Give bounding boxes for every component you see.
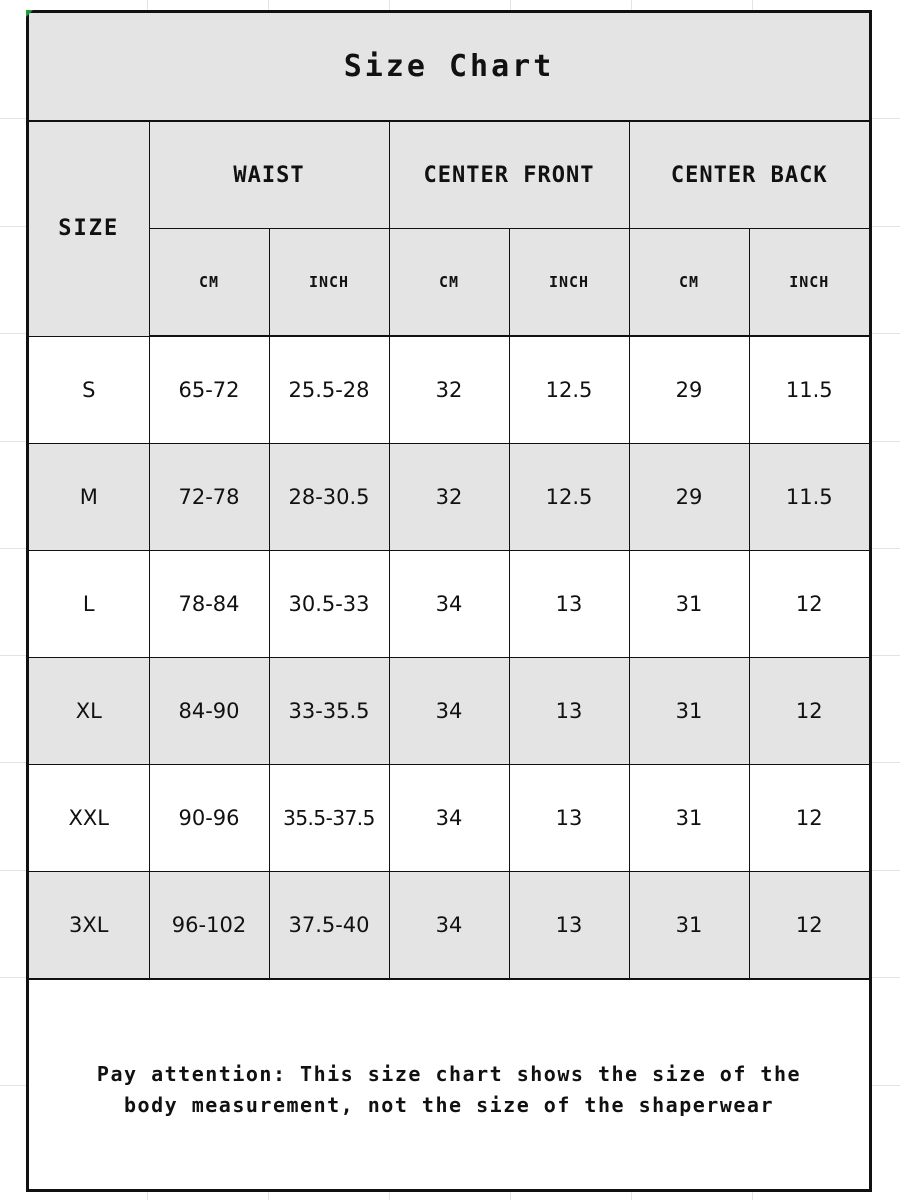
table-cell: 72-78 (149, 444, 269, 551)
table-cell: 37.5-40 (269, 872, 389, 980)
unit-header-front-inch: INCH (509, 229, 629, 337)
size-chart (26, 10, 872, 1192)
table-cell: 13 (509, 551, 629, 658)
size-cell: XXL (29, 765, 149, 872)
table-cell: 35.5-37.5 (269, 765, 389, 872)
table-cell: 34 (389, 551, 509, 658)
size-cell: XL (29, 658, 149, 765)
table-cell: 13 (509, 872, 629, 980)
size-cell: L (29, 551, 149, 658)
unit-header-back-cm: CM (629, 229, 749, 337)
unit-header-back-inch: INCH (749, 229, 869, 337)
table-cell: 32 (389, 444, 509, 551)
group-header-center-back: CENTER BACK (629, 122, 869, 229)
table-cell: 33-35.5 (269, 658, 389, 765)
size-column-header: SIZE (29, 122, 149, 336)
table-cell: 65-72 (149, 336, 269, 444)
table-cell: 29 (629, 444, 749, 551)
table-cell: 84-90 (149, 658, 269, 765)
size-table (29, 122, 869, 980)
size-cell: S (29, 336, 149, 444)
table-cell: 30.5-33 (269, 551, 389, 658)
unit-header-waist-cm: CM (149, 229, 269, 337)
table-cell: 25.5-28 (269, 336, 389, 444)
group-header-center-front: CENTER FRONT (389, 122, 629, 229)
table-cell: 31 (629, 765, 749, 872)
table-cell: 11.5 (749, 444, 869, 551)
size-cell: 3XL (29, 872, 149, 980)
table-cell: 12 (749, 551, 869, 658)
table-cell: 78-84 (149, 551, 269, 658)
table-row (29, 336, 869, 444)
table-cell: 12.5 (509, 336, 629, 444)
table-cell: 12 (749, 765, 869, 872)
table-cell: 31 (629, 872, 749, 980)
table-cell: 34 (389, 765, 509, 872)
table-row (29, 872, 869, 980)
unit-header-front-cm: CM (389, 229, 509, 337)
table-cell: 90-96 (149, 765, 269, 872)
group-header-waist: WAIST (149, 122, 389, 229)
table-cell: 13 (509, 658, 629, 765)
table-row (29, 765, 869, 872)
table-row (29, 658, 869, 765)
size-cell: M (29, 444, 149, 551)
table-cell: 34 (389, 872, 509, 980)
table-cell: 28-30.5 (269, 444, 389, 551)
table-cell: 34 (389, 658, 509, 765)
unit-header-waist-inch: INCH (269, 229, 389, 337)
table-cell: 12 (749, 872, 869, 980)
table-cell: 12.5 (509, 444, 629, 551)
table-row (29, 551, 869, 658)
attention-note-line-2: body measurement, not the size of the shaperwear (124, 1093, 774, 1117)
cell-corner-marker (26, 10, 33, 17)
chart-title: Size Chart (29, 13, 869, 122)
table-cell: 31 (629, 551, 749, 658)
table-row (29, 444, 869, 551)
table-cell: 29 (629, 336, 749, 444)
table-cell: 12 (749, 658, 869, 765)
table-cell: 31 (629, 658, 749, 765)
table-cell: 11.5 (749, 336, 869, 444)
attention-note-line-1: Pay attention: This size chart shows the size of the (96, 1062, 802, 1086)
table-cell: 13 (509, 765, 629, 872)
attention-note (29, 980, 869, 1192)
table-cell: 32 (389, 336, 509, 444)
table-cell: 96-102 (149, 872, 269, 980)
